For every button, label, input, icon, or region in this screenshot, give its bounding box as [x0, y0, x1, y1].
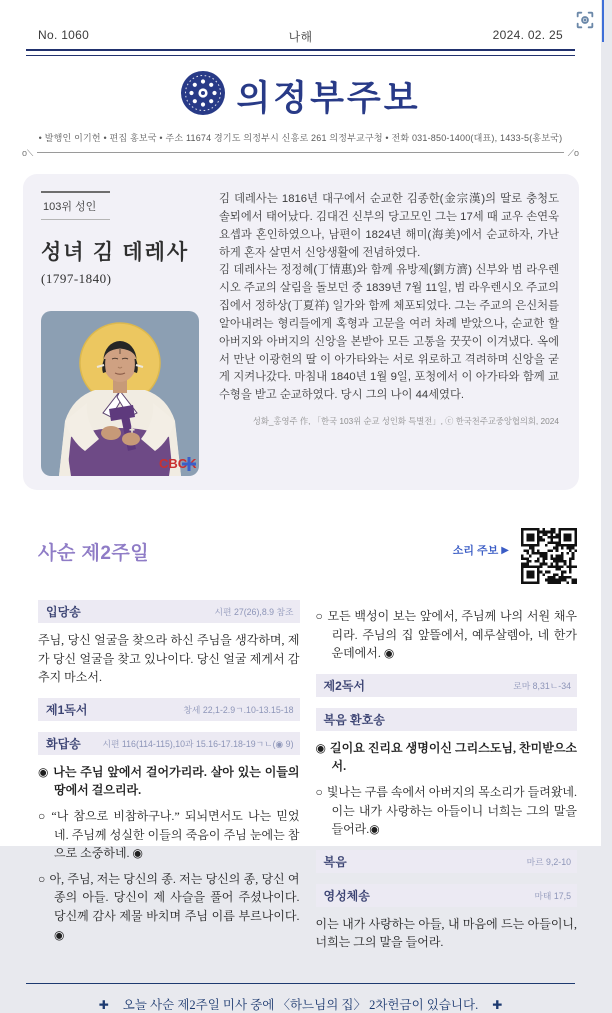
publisher-line: • 발행인 이기헌 • 편집 홍보국 • 주소 11674 경기도 의정부시 신흥로 261 의정부교구청 • 전화 031-850-1400(대표), 1433-5(홍보국) [38, 133, 563, 143]
verse-marker-icon: ○ [38, 871, 46, 886]
issue-date: 2024. 02. 25 [492, 28, 563, 42]
refrain-marker-icon: ◉ [315, 740, 327, 755]
issue-number: No. 1060 [38, 28, 90, 42]
section-heading-bar [316, 708, 578, 731]
header-divider [26, 49, 575, 56]
footer-notice [26, 983, 575, 1013]
section-label: 제1독서 [46, 702, 88, 717]
verse-marker-icon: ○ [38, 808, 48, 823]
footer-notice-text: 오늘 사순 제2주일 미사 중에 〈하느님의 집〉 2차헌금이 있습니다. [122, 997, 479, 1012]
artwork-credit: 성화_홍영주 作, 「한국 103위 순교 성인화 특별전」, ⓒ 한국천주교중앙협의회, 2024 [252, 416, 559, 427]
publisher-rule [22, 148, 579, 159]
saint-name: 성녀 김 데레사 [41, 240, 190, 264]
section-heading-bar [316, 850, 578, 873]
rule-left-ornament: o⟍ [22, 148, 34, 158]
bio-paragraph: 김 데레사는 1816년 대구에서 순교한 김종한(金宗漢)의 딸로 충청도 솔뫼에서 태어났다. 김대건 신부의 당고모인 그는 17세 때 교우 손연욱 요셉과 혼인하였으나, 남편이 1824년 해미(海美)에서 순교하자, 가난하게 혼자 살면서 신앙생활에 전념하였다. [219, 193, 559, 259]
saint-years: (1797-1840) [41, 271, 112, 286]
verse-line: ○ “나 참으로 비참하구나.” 되뇌면서도 나는 믿었네. 주님께 성실한 이들의 죽음이 주님 눈에는 참으로 소중하네. ◉ [38, 808, 300, 861]
liturgical-cycle: 나해 [288, 30, 313, 44]
liturgy-paragraph: 주님, 당신 얼굴을 찾으라 하신 주님을 생각하며, 제가 당신 얼굴을 찾고 있나이다. 당신 얼굴 제게서 감추지 마소서. [38, 633, 300, 685]
bulletin-title: 의정부주보 [236, 78, 421, 118]
page-header [0, 0, 601, 42]
refrain-marker-icon: ◉ [38, 764, 50, 779]
section-label: 제2독서 [323, 678, 365, 693]
verse-line: ○ 아, 주님, 저는 당신의 종. 저는 당신의 종, 당신 여종의 아들. 당신이 제 사슬을 풀어 주셨나이다. 당신께 감사 제물 바치며 주님 이름 부르나이다. ◉ [38, 871, 300, 942]
audio-bulletin-link[interactable] [453, 542, 509, 558]
watermark-text: CBCK [159, 456, 197, 471]
viewport-edge-accent [602, 0, 604, 42]
verse-line: ○ 빛나는 구름 속에서 아버지의 목소리가 들려왔네. 이는 내가 사랑하는 아들이니 너희는 그의 말을 들어라.◉ [315, 784, 578, 837]
scripture-reference: 로마 8,31ㄴ-34 [513, 680, 571, 691]
section-label: 화답송 [46, 736, 81, 751]
bio-paragraph: 김 데레사는 정정혜(丁情惠)와 함께 유방제(劉方濟) 신부와 범 라우렌시오 주교의 살림을 돌보던 중 1839년 7월 11일, 범 라우렌시오 주교의 집에서 정하상(丁夏祥) 일가와 함께 체포되었다. 그는 주교의 은신처를 알아내려는 형리들에게 혹형과 고문을 여러 차례 받았으나, 순교한 할아버지와 아버지의 신앙을 본받아 모든 고통을 꿋꿋이 이겨냈다. 옥에서 만난 이광헌의 딸 이 아가타와는 서로 위로하고 격려하며 신앙을 굳게 지켜나갔다. 마침내 1840년 1월 9일, 포청에서 이 아가타와 함께 교수형을 받고 순교하였다. 당시 그의 나이 44세였다. [219, 264, 559, 402]
section-label: 복음 [323, 854, 347, 869]
liturgy-column-left [38, 600, 300, 959]
saint-card-body [219, 191, 559, 476]
screen-capture-icon[interactable] [574, 9, 596, 31]
verse-marker-icon: ○ [315, 609, 324, 623]
saint-card-left [41, 191, 199, 476]
publisher-block [22, 131, 579, 159]
section-label: 복음 환호송 [323, 712, 385, 727]
diocese-emblem-icon [180, 70, 226, 121]
masthead [0, 70, 601, 121]
scripture-reference: 마태 17,5 [534, 890, 571, 901]
saint-card [23, 174, 579, 490]
scripture-reference: 창세 22,1-2.9ㄱ.10-13.15-18 [183, 704, 294, 715]
section-heading-bar [316, 674, 578, 697]
verse-line: ○ 모든 백성이 보는 앞에서, 주님께 나의 서원 채우리라. 주님의 집 앞뜰에서, 예루살렘아, 네 한가운데에서. ◉ [315, 609, 577, 661]
saint-portrait-image [41, 311, 199, 476]
sunday-title: 사순 제2주일 [38, 543, 150, 564]
liturgy-column-right [316, 600, 578, 959]
verse-line: ◉ 나는 주님 앞에서 걸어가리라. 살아 있는 이들의 땅에서 걸으리라. [38, 764, 300, 798]
section-label: 입당송 [46, 605, 81, 619]
verse-marker-icon: ○ [315, 784, 323, 799]
saint-bio [219, 191, 559, 405]
section-heading-bar [316, 884, 578, 907]
scripture-reference: 시편 116(114-115),10과 15.16-17.18-19ㄱㄴ(◉ 9) [102, 738, 294, 749]
audio-bulletin-label: 소리 주보 [452, 545, 499, 557]
scripture-reference: 마르 9,2-10 [526, 856, 571, 867]
section-label: 영성체송 [323, 888, 370, 903]
play-arrow-icon: ▶ [501, 544, 509, 556]
liturgy-paragraph: 이는 내가 사랑하는 아들, 내 마음에 드는 아들이니, 너희는 그의 말을 들어라. [315, 916, 577, 950]
rule-right-ornament: ⟋o [567, 148, 579, 158]
cross-icon: ✚ [98, 997, 109, 1012]
verse-line: ◉ 길이요 진리요 생명이신 그리스도님, 찬미받으소서. [315, 740, 577, 774]
qr-code [521, 528, 577, 584]
liturgy-columns [38, 600, 577, 959]
section-heading-bar [38, 600, 300, 623]
cross-icon: ✚ [492, 997, 503, 1012]
section-heading-bar [38, 732, 300, 755]
scripture-reference: 시편 27(26),8.9 참조 [214, 607, 294, 617]
section-heading-bar [38, 698, 300, 721]
liturgy-header [38, 528, 577, 584]
saint-tag: 103위 성인 [41, 191, 110, 220]
